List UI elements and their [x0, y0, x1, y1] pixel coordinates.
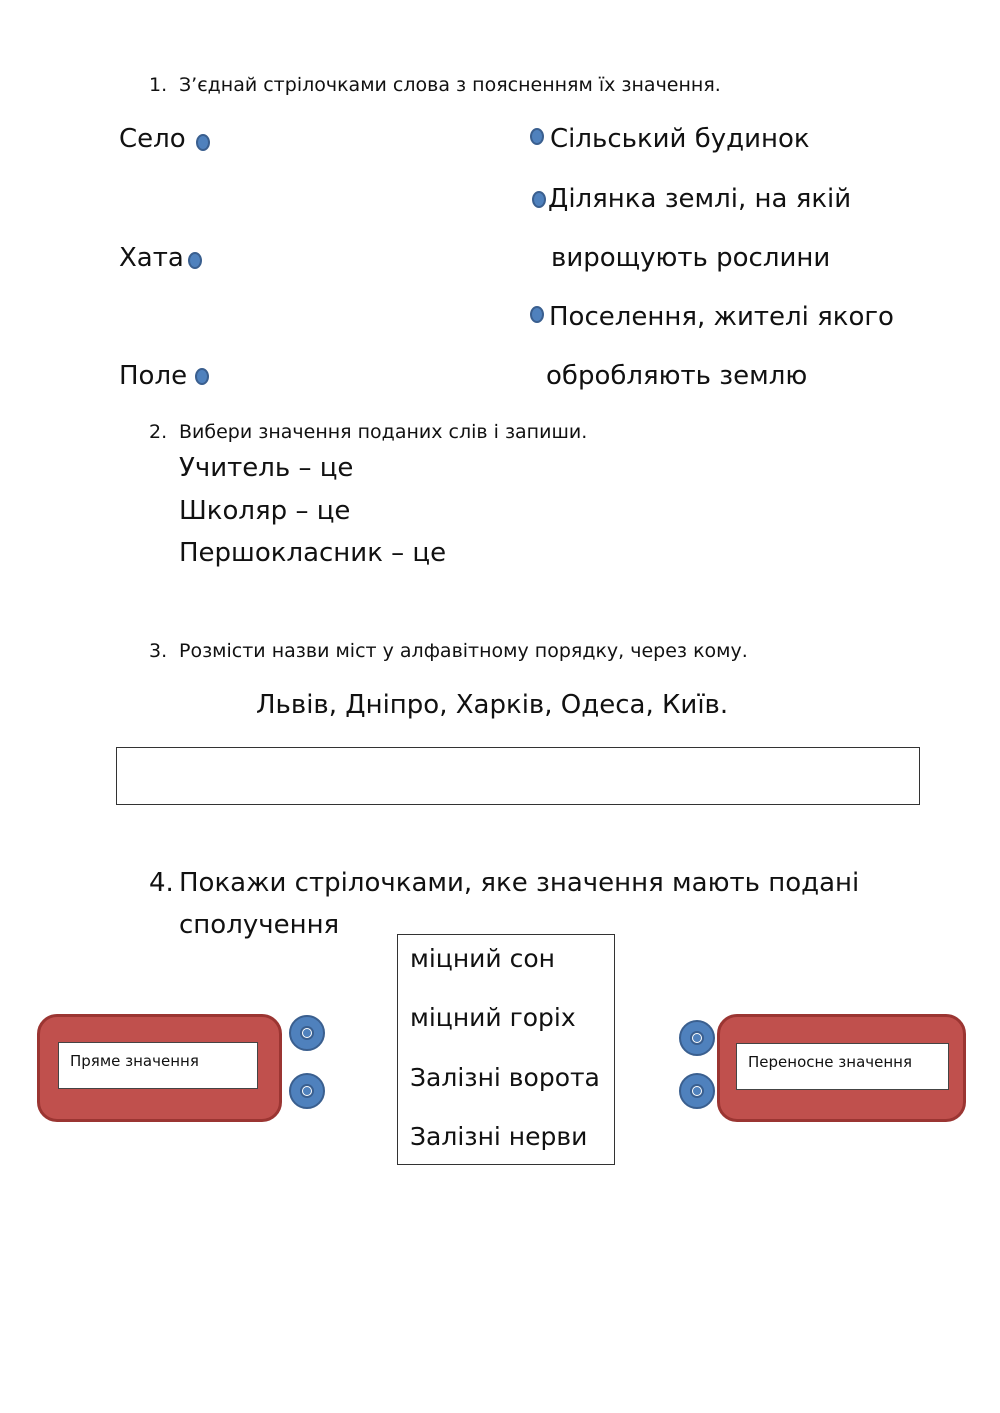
task2-line-3: Першокласник – це — [179, 538, 447, 568]
connector-dot-icon[interactable] — [195, 368, 209, 385]
literal-meaning-label: Пряме значення — [58, 1042, 258, 1089]
figurative-meaning-label: Переносне значення — [736, 1043, 949, 1090]
task1-word-3: Поле — [119, 361, 188, 391]
connector-ring-icon[interactable] — [679, 1073, 715, 1109]
connector-dot-icon[interactable] — [530, 306, 544, 323]
connector-dot-icon[interactable] — [530, 128, 544, 145]
connector-ring-icon[interactable] — [289, 1015, 325, 1051]
task3-answer-field[interactable] — [116, 747, 920, 805]
task3-number: 3. — [149, 640, 168, 662]
task2-line-1: Учитель – це — [179, 453, 354, 483]
task1-definition-2-cont: вирощують рослини — [551, 243, 831, 273]
task1-instruction: З’єднай стрілочками слова з поясненням їх значення. — [179, 74, 721, 96]
task4-phrase-box — [397, 934, 615, 1165]
task4-phrase-1[interactable]: міцний сон — [410, 944, 555, 973]
task4-instruction-line2: сполучення — [179, 910, 340, 940]
task2-line-2: Школяр – це — [179, 496, 351, 526]
task1-definition-3-cont: обробляють землю — [546, 361, 808, 391]
task2-instruction: Вибери значення поданих слів і запиши. — [179, 421, 588, 443]
task4-instruction-line1: Покажи стрілочками, яке значення мають подані — [179, 868, 860, 898]
task1-definition-2: Ділянка землі, на якій — [548, 184, 852, 214]
connector-dot-icon[interactable] — [188, 252, 202, 269]
task1-definition-1: Сільський будинок — [550, 124, 810, 154]
connector-dot-icon[interactable] — [532, 191, 546, 208]
task3-cities: Львів, Дніпро, Харків, Одеса, Київ. — [256, 690, 729, 720]
task4-number: 4. — [149, 868, 174, 898]
task1-definition-3: Поселення, жителі якого — [549, 302, 894, 332]
task1-word-1: Село — [119, 124, 186, 154]
task1-word-2: Хата — [119, 243, 184, 273]
task4-phrase-3[interactable]: Залізні ворота — [410, 1063, 600, 1092]
task1-number: 1. — [149, 74, 168, 96]
task4-phrase-2[interactable]: міцний горіх — [410, 1003, 576, 1032]
connector-ring-icon[interactable] — [679, 1020, 715, 1056]
task3-instruction: Розмісти назви міст у алфавітному порядку, через кому. — [179, 640, 748, 662]
connector-ring-icon[interactable] — [289, 1073, 325, 1109]
connector-dot-icon[interactable] — [196, 134, 210, 151]
task4-phrase-4[interactable]: Залізні нерви — [410, 1122, 588, 1151]
task2-number: 2. — [149, 421, 168, 443]
